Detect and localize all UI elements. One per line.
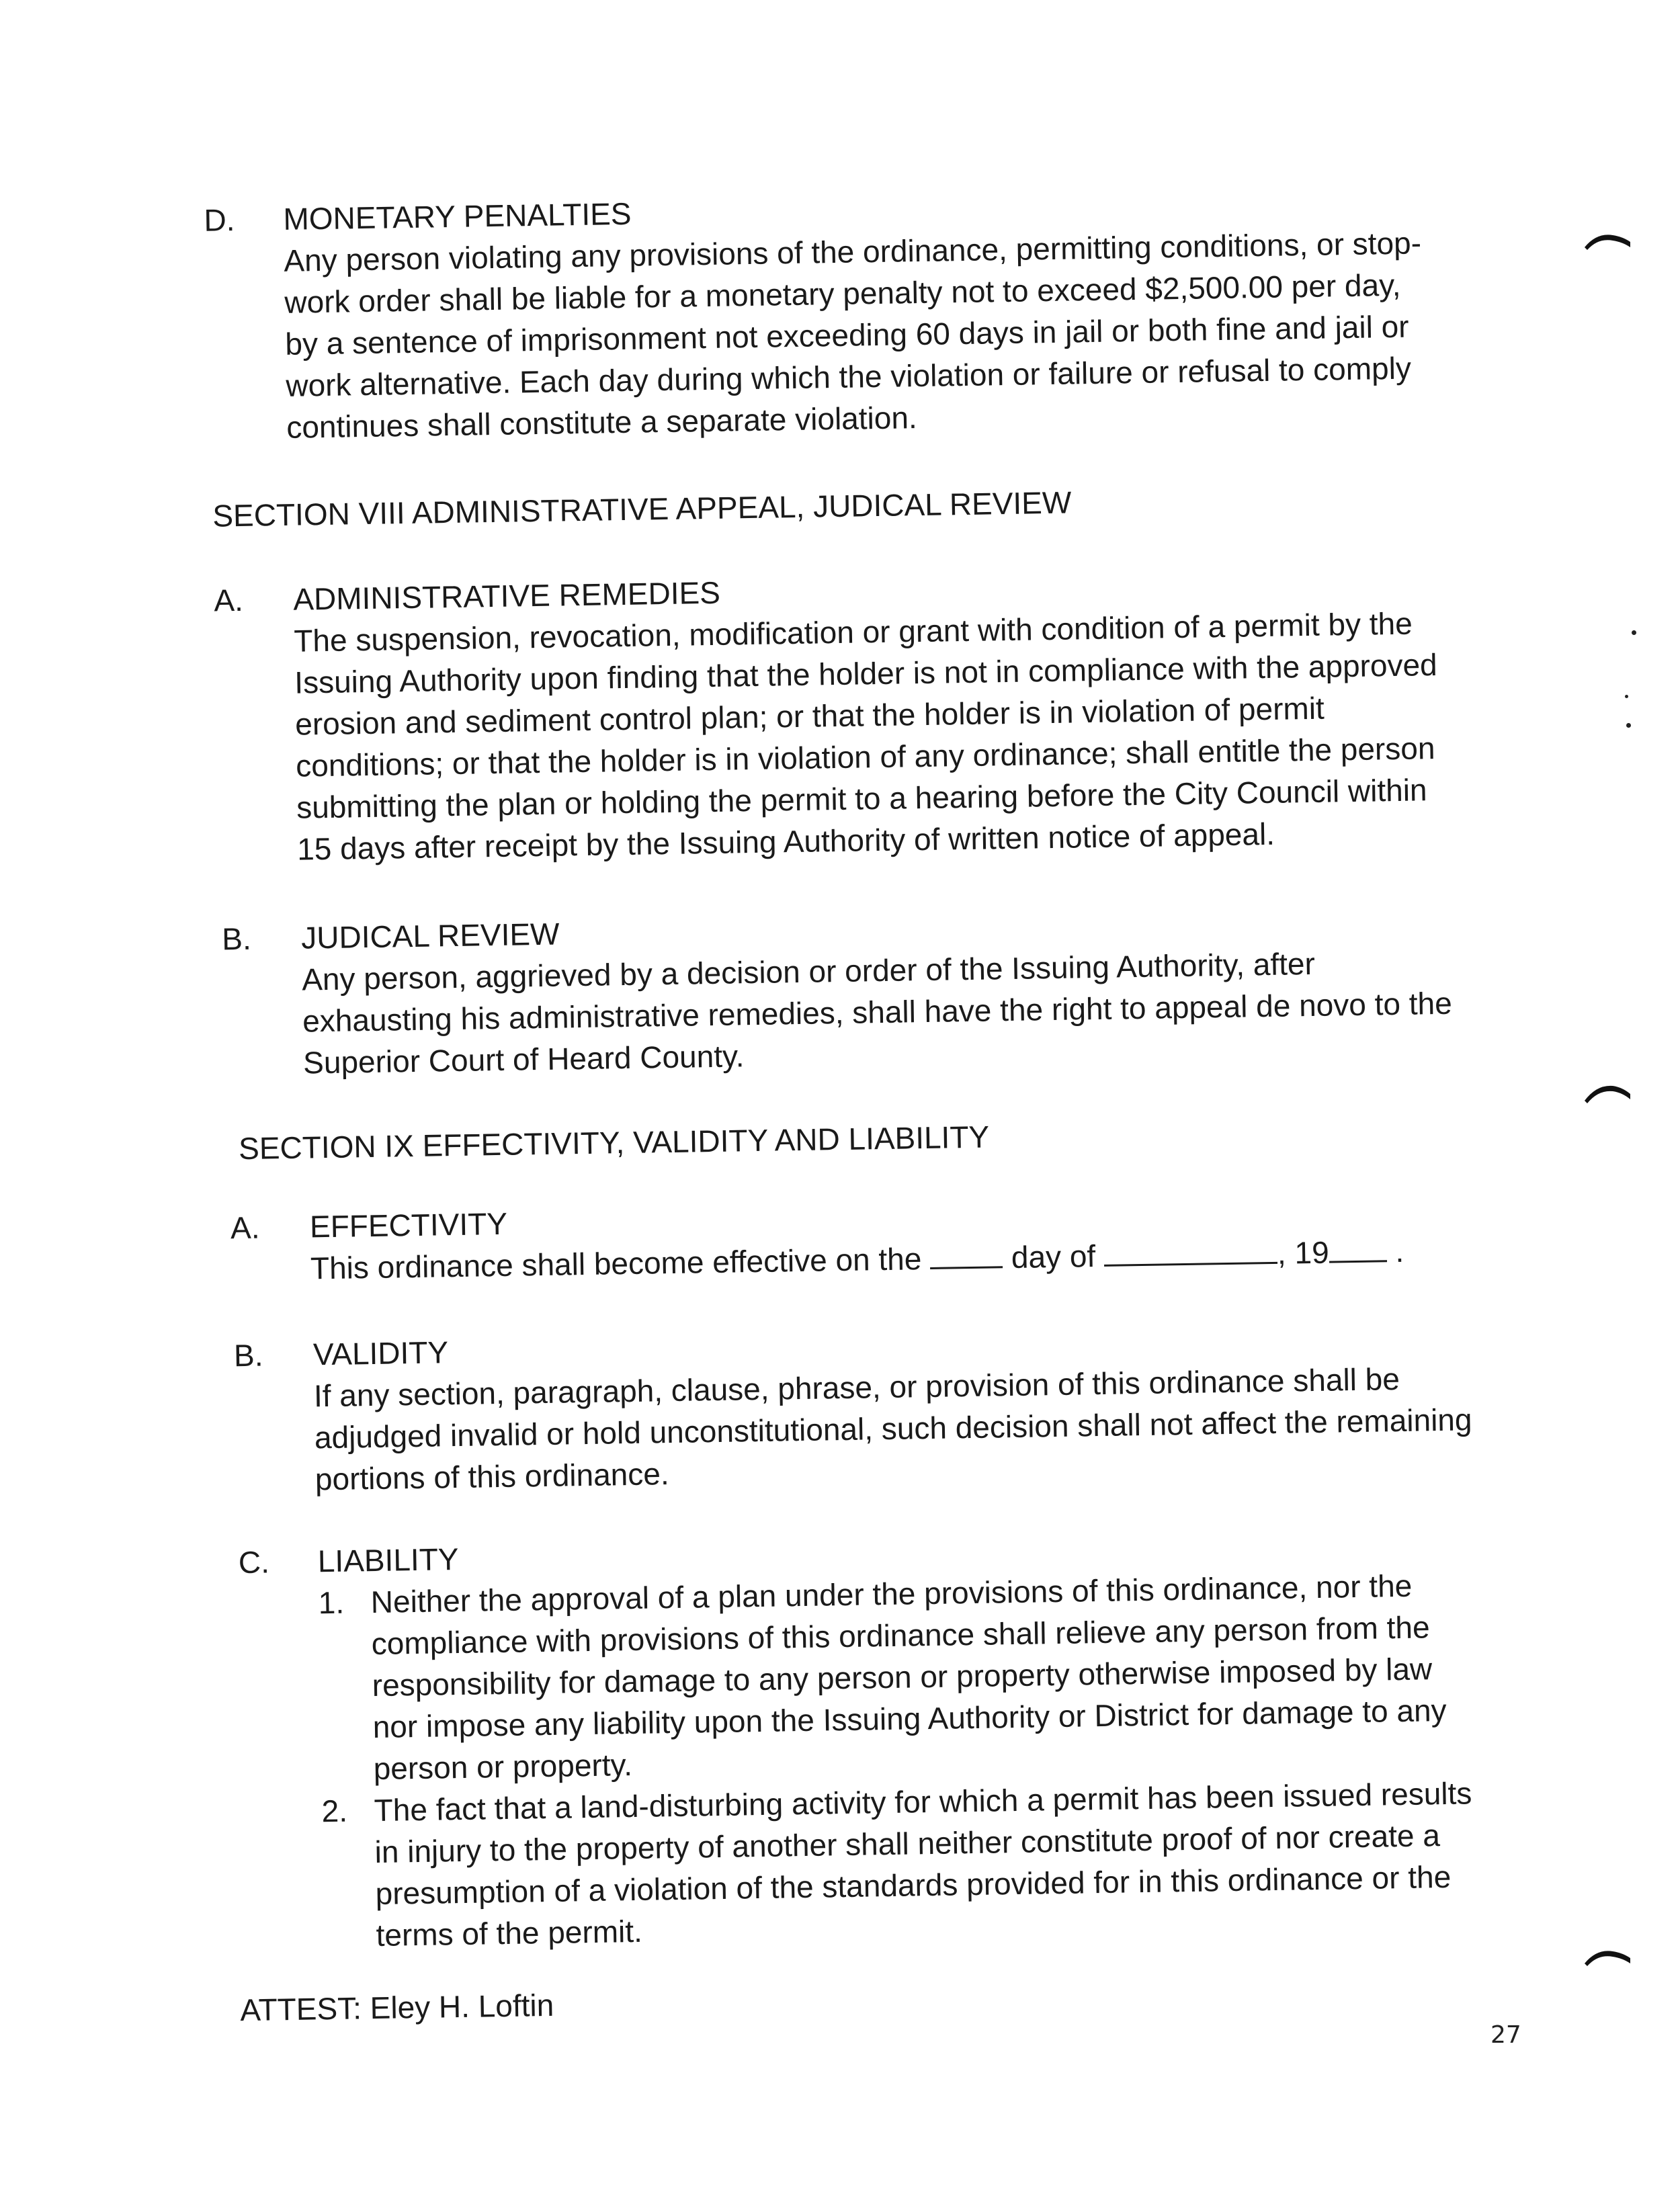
section-letter: A. — [230, 1210, 260, 1246]
year-prefix: , 19 — [1277, 1234, 1330, 1271]
section-heading: EFFECTIVITY — [309, 1205, 508, 1244]
list-item-number: 1. — [318, 1584, 345, 1621]
body-line: person or property. — [373, 1746, 633, 1787]
section-body — [313, 1356, 1545, 1500]
body-line: compliance with provisions of this ordinance shall relieve any person from the — [371, 1609, 1431, 1662]
body-line: terms of the permit. — [376, 1913, 643, 1953]
day-of-text: day of — [1011, 1238, 1096, 1275]
section-body — [284, 220, 1517, 448]
body-line: conditions; or that the holder is in violation of any ordinance; shall entitle the person — [295, 730, 1435, 783]
binder-clip-mark-icon — [1583, 1943, 1632, 1970]
section-ix-title: SECTION IX EFFECTIVITY, VALIDITY AND LIABILITY — [238, 1119, 990, 1167]
list-item — [318, 1563, 1548, 1787]
body-line: Neither the approval of a plan under the provisions of this ordinance, nor the — [370, 1568, 1413, 1620]
period: . — [1395, 1233, 1404, 1269]
section-heading: VALIDITY — [312, 1334, 449, 1372]
body-line: exhausting his administrative remedies, shall have the right to appeal de novo to the — [302, 985, 1453, 1039]
section-b-validity — [233, 1314, 1551, 1497]
month-blank — [1103, 1232, 1277, 1267]
body-line: continues shall constitute a separate violation. — [286, 400, 918, 445]
body-line: The fact that a land-disturbing activity for which a permit has been issued results — [374, 1775, 1472, 1828]
body-line: Issuing Authority upon finding that the holder is not in compliance with the approved — [294, 646, 1438, 700]
body-line: work alternative. Each day during which the violation or failure or refusal to comply — [285, 350, 1412, 403]
section-b-judical-review — [221, 898, 1539, 1080]
body-line: Superior Court of Heard County. — [302, 1038, 745, 1080]
body-line: presumption of a violation of the standards provided for in this ordinance or the — [375, 1859, 1452, 1912]
body-line: by a sentence of imprisonment not exceeding 60 days in jail or both fine and jail or — [284, 308, 1409, 362]
section-letter: D. — [204, 202, 235, 238]
body-line: Any person violating any provisions of the ordinance, permitting conditions, or stop- — [284, 225, 1422, 278]
section-letter: C. — [238, 1544, 270, 1580]
section-d-monetary-penalties — [204, 179, 1521, 445]
binder-clip-mark-icon — [1583, 227, 1632, 254]
list-item-number: 2. — [321, 1793, 348, 1829]
section-heading: MONETARY PENALTIES — [283, 196, 632, 237]
section-body — [302, 939, 1534, 1084]
section-heading: LIABILITY — [317, 1541, 459, 1579]
section-a-administrative-remedies — [213, 559, 1531, 867]
section-c-liability — [238, 1521, 1561, 1953]
effective-text: This ordinance shall become effective on the — [310, 1241, 922, 1286]
body-line: nor impose any liability upon the Issuing Authority or District for damage to any — [372, 1692, 1447, 1745]
year-blank — [1329, 1230, 1387, 1263]
section-body — [294, 601, 1527, 870]
list-item-text — [374, 1771, 1554, 1956]
scan-speck — [1625, 695, 1628, 698]
list-item-text — [370, 1563, 1551, 1789]
body-line: Any person, aggrieved by a decision or order of the Issuing Authority, after — [301, 945, 1316, 997]
section-letter: B. — [221, 921, 252, 957]
body-line: submitting the plan or holding the permit to a hearing before the City Council within — [296, 772, 1427, 825]
section-heading: ADMINISTRATIVE REMEDIES — [292, 575, 721, 617]
section-letter: A. — [213, 582, 244, 618]
binder-clip-mark-icon — [1583, 1079, 1632, 1106]
scan-speck — [1632, 630, 1636, 635]
body-line: adjudged invalid or hold unconstitutional, such decision shall not affect the remaining — [314, 1402, 1472, 1455]
body-line: portions of this ordinance. — [314, 1456, 670, 1497]
body-line: The suspension, revocation, modification or grant with condition of a permit by the — [293, 605, 1413, 659]
attest-line: ATTEST: Eley H. Loftin — [239, 1987, 554, 2028]
section-heading: JUDICAL REVIEW — [300, 916, 560, 956]
scan-speck — [1626, 723, 1631, 728]
body-line: 15 days after receipt by the Issuing Authority of written notice of appeal. — [296, 816, 1275, 867]
day-blank — [930, 1236, 1003, 1269]
body-line: erosion and sediment control plan; or that the holder is in violation of permit — [294, 690, 1325, 742]
body-line: work order shall be liable for a monetary penalty not to exceed $2,500.00 per day, — [284, 267, 1401, 320]
body-line: responsibility for damage to any person or property otherwise imposed by law — [372, 1651, 1433, 1703]
section-viii-title: SECTION VIII ADMINISTRATIVE APPEAL, JUDICAL REVIEW — [212, 484, 1072, 534]
section-letter: B. — [233, 1337, 263, 1373]
page-number: 27 — [1490, 2021, 1521, 2049]
section-a-effectivity — [230, 1187, 1548, 1286]
body-line: in injury to the property of another shall neither constitute proof of nor create a — [374, 1818, 1441, 1870]
body-line: If any section, paragraph, clause, phrase, or provision of this ordinance shall be — [313, 1361, 1400, 1414]
